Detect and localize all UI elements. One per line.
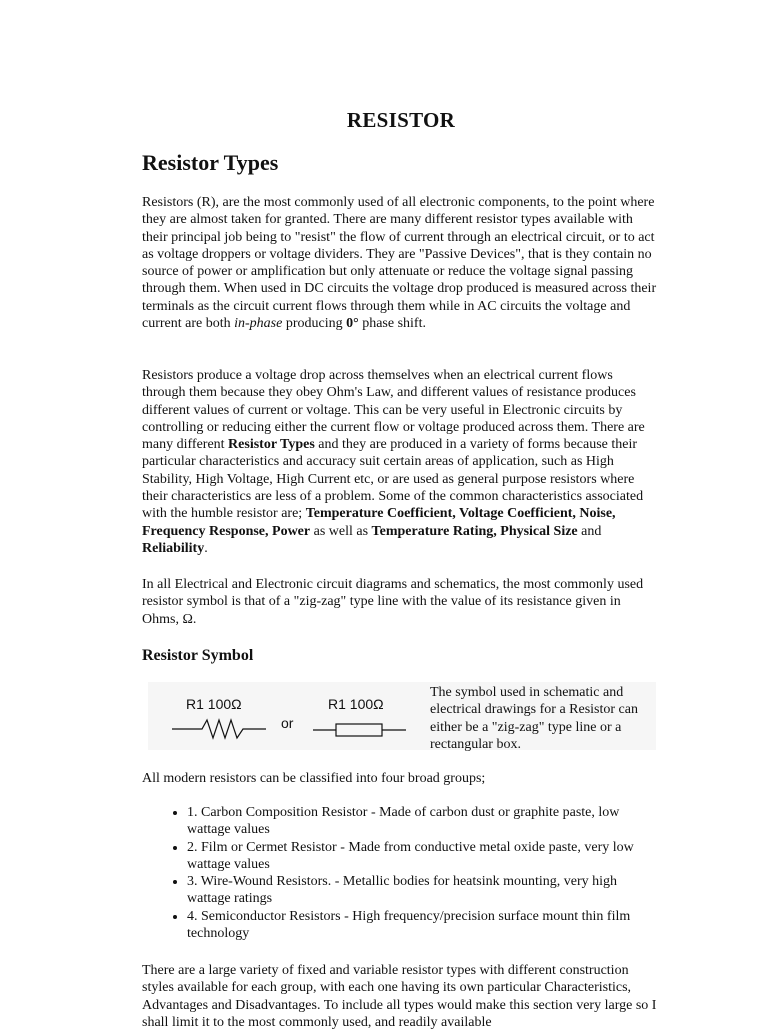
paragraph-characteristics-text: Resistors produce a voltage drop across themselves when an electrical current flows through them because they obey Ohm's Law, and different values of resistance produces different values of current or voltage. This can be very useful in Electronic circuits by controlling or reducing either the current flow or voltage produced across them. There are many different [142, 368, 645, 453]
resistor-symbol-diagram [148, 682, 428, 750]
in-phase-term: in-phase [234, 316, 283, 332]
paragraph-characteristics-text-4: and [577, 523, 602, 539]
rating-size-term: Temperature Rating, Physical Size [371, 523, 578, 539]
list-item: • 4. Semiconductor Resistors - High frequency/precision surface mount thin film technology [187, 908, 658, 943]
resistor-symbol-figure [148, 682, 656, 750]
resistor-groups-list [142, 804, 658, 942]
reliability-term: Reliability [142, 540, 205, 556]
box-symbol-label: R1 100Ω [328, 696, 384, 712]
list-item: • 1. Carbon Composition Resistor - Made of carbon dust or graphite paste, low wattage values [187, 804, 658, 839]
heading-resistor-types: Resistor Types [142, 150, 279, 175]
paragraph-characteristics-text-3: as well as [310, 523, 372, 539]
list-item: • 2. Film or Cermet Resistor - Made from conductive metal oxide paste, very low wattage values [187, 839, 658, 874]
paragraph-characteristics-text-5: . [204, 540, 208, 556]
zigzag-symbol-label: R1 100Ω [186, 696, 242, 712]
symbol-caption: The symbol used in schematic and electrical drawings for a Resistor can either be a "zig-zag" type line or a rectangular box. [430, 685, 638, 752]
paragraph-characteristics [142, 367, 658, 557]
or-label: or [281, 715, 294, 731]
zero-degree-term: 0° [346, 316, 359, 332]
paragraph-characteristics-text-2: and they are produced in a variety of forms because their particular characteristics and accuracy suit certain areas of application, such as High Stability, High Voltage, High Current etc, or are used as general purpose resistors where their characteristics are less of a problem. Some of the common characteristics associated with the humble resistor are; [142, 437, 644, 522]
list-item: • 3. Wire-Wound Resistors. - Metallic bodies for heatsink mounting, very high wattage ratings [187, 873, 658, 908]
paragraph-variety: There are a large variety of fixed and variable resistor types with different construction styles available for each group, with each one having its own particular Characteristics, Advantages and Disadvantages. To include all types would make this section very large so I shall limit it to the most commonly used, and readily available [142, 963, 657, 1030]
resistor-types-term: Resistor Types [228, 437, 315, 453]
paragraph-groups-intro: All modern resistors can be classified into four broad groups; [142, 771, 486, 786]
paragraph-intro-text-3: phase shift. [358, 316, 426, 332]
paragraph-symbol-intro: In all Electrical and Electronic circuit diagrams and schematics, the most commonly used resistor symbol is that of a "zig-zag" type line with the value of its resistance given in Ohms, Ω. [142, 577, 644, 627]
paragraph-intro [142, 194, 658, 332]
zigzag-resistor-icon [172, 720, 266, 738]
document-title: RESISTOR [346, 108, 456, 132]
paragraph-intro-text-2: producing [282, 316, 347, 332]
paragraph-intro-text: Resistors (R), are the most commonly used of all electronic components, to the point where they are almost taken for granted. There are many different resistor types available with their principal job being to "resist" the flow of current through an electrical circuit, or to act as voltage droppers or voltage dividers. They are "Passive Devices", that is they contain no source of power or amplification but only attenuate or reduce the voltage signal passing through them. When used in DC circuits the voltage drop produced is measured across their terminals as the circuit current flows through them while in AC circuits the voltage and current are both [142, 195, 657, 332]
box-resistor-icon [313, 724, 406, 736]
characteristics-list-term: Temperature Coefficient, Voltage Coefficient, Noise, Frequency Response, Power [142, 506, 616, 539]
heading-resistor-symbol: Resistor Symbol [142, 647, 254, 664]
